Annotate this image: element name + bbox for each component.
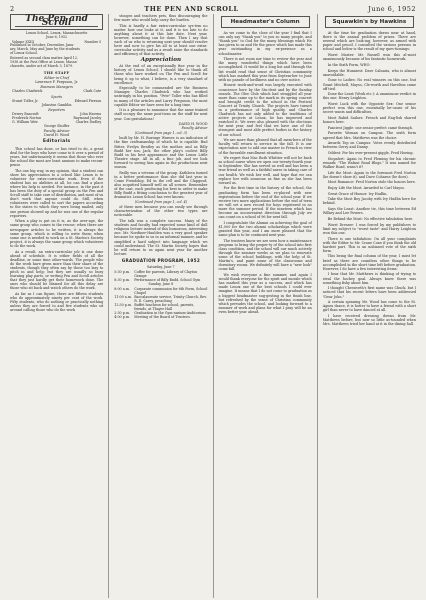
squawkins-paragraph: Awards Top on Campus: Votes evenly distributed between Gerry and Danny. (322, 141, 416, 150)
editorial-continued: stooges and teachers pets, thus discouraging the few more who would help carry the burden. (114, 14, 208, 23)
masthead (10, 14, 103, 30)
program-event: Performance of Billy Budd, School Gym (134, 277, 201, 282)
columns (10, 14, 416, 598)
running-title: THE PEN AND SCROLL (144, 5, 239, 13)
squawkins-paragraph: I thought Chesworth's first name was Chuck, but I noticed that his recent letters have been addressed "Dear John." (322, 286, 416, 299)
program-event: Buffet luncheon for school, parents, friends, at Thayer Hall (134, 302, 195, 311)
squawkins-paragraph: Great Grace of Humor: Ivy Hudlin. (327, 191, 388, 196)
pub-number: Number 5 (84, 40, 102, 44)
staff-name: Edward Pierson (74, 98, 102, 103)
staff-name: George Shoffer (43, 124, 70, 129)
squawkins-paragraph: Be Behind the Most: No effective tabulation here. (327, 216, 414, 221)
program-event: Meeting of the Board of Trustees. (134, 314, 191, 319)
appreciation-paragraph: It is a pleasure to announce that the same trained staff occupy the same posi-tions on the staff for next year. Con-gratulations! (114, 108, 208, 121)
pub-school: Lenox School, Lenox, Massachusetts (25, 31, 88, 36)
headmaster-paragraph: We regret that Mac Ruth Whittier will not be back as school nurse when we open our twenty-fourth year in September. She has served us well and has been a true friend as well as a faithful nurse in taking care of our health. We wish her well, and hope that we can replace her with someone as fine as she has been toward us. (218, 156, 312, 185)
program-item (114, 315, 207, 319)
staff-name: Lawrence F. Ferguson, Jr. (35, 80, 78, 85)
staff-name: Charles Dudley (75, 120, 102, 125)
column-1 (10, 14, 109, 598)
pub-line: ary, March, May and June by the students (10, 47, 80, 51)
staff-name: John Havens (80, 111, 102, 116)
continued-paragraph: of these men because you can easily see through characterization of the other two types are noticeable. (114, 205, 208, 218)
pub-date: June 6, 1952 (46, 35, 68, 40)
staff-name: Stuart Toller, Jr. (12, 98, 39, 103)
pub-line: of Lenox School. (10, 50, 38, 55)
squawkins-paragraph: Worst Dresser: I was forced by my publishers to limit my subject to "worst taste" and Harry Leighton won this one. (322, 222, 416, 235)
continued-label: (Continued from page 1, col. 4) (134, 200, 188, 205)
staff-name-row (12, 89, 101, 93)
headmaster-paragraph: The trustees know we are seen how a maintenance program to bring the proper-ty of the school into first class condition, and the school will our much actively through the summer weeks as we plan to renovate some of the school buildings, with the help of St. Martin's, and paint some of the classrooms and dormitory rooms. We definitely will have a "new look" come fall. (218, 238, 312, 272)
program-time: 11:00 a.m. (114, 294, 132, 299)
staff-role: Faculty Advisor (43, 129, 70, 134)
staff-role: Editor-in-Chief (44, 76, 69, 81)
squawkins-paragraph: Most Rabid Sailors: French and Eng-lish shared honors here. (322, 115, 416, 125)
pub-line: Published in October, December, Janu- (10, 43, 75, 48)
headmaster-paragraph: There is not room nor time to review the year and the many wonderful things which have been accomplished. It would be a long list and through the list would read that sense of Christian community which has marked this year from Septem-ber to June with no parade of lordliness and no over notice. (218, 57, 312, 82)
editorial-paragraph: As far as I can figure, there are fifteen students who do approximately ninety per cent of the work. Fifty students, who do nothing or practically nothing unless they are forced to and five students who sit around calling those who do the work (10, 292, 104, 313)
program-day: Sunday, June 8 (148, 282, 174, 287)
staff-name: Charles Chadwick (12, 89, 43, 94)
staff-name: G. William Weir (12, 120, 39, 125)
running-header (10, 4, 416, 14)
editorial-paragraph: As a result, an extra-curricular job is one done ahead of schedule. It is either fields of all the deadline, or some time other-wards. The people who do the work have given more than their share of the students, though they often say by those too lazy to pitch in and help; but they are usually so busy learning play parts, or writing Pen and Scroll articles that they just hardly get their homework done. The ones who should be blamed for all this delay are those who sit back and watch others do the work. (10, 249, 104, 291)
program-list (114, 265, 207, 319)
staff-name: David H. Wood (44, 133, 70, 138)
headmaster-paragraph: We wish everyone a fine summer, and again I would thank everyone for the spirit and morale which has marked this year as a success, and which has made Lenox one of the best schools I could ever imagine. It means that I do not come to graduation as a biggest headmaster sug-gesting in the finish line, but refreshed by the sense of Christian community which pervades the school, and looking forward to a summer of work and plans for what I pray will be an even better year ahead. (218, 273, 312, 314)
program-item (114, 270, 207, 278)
appreciation-signature-role (114, 126, 207, 130)
running-date: June 6, 1952 (368, 5, 416, 13)
squawkins-paragraph: A certain spinning Mr. Wood has come to the St. Agnes dance, it is hotter to have a friend with a short girl than never to have danced at all. (322, 300, 416, 313)
headmaster-paragraph: We are more than pleased that all mem-bers of the faculty will return to service in the fall. It is our expectation now to add one master in French in view of the favorable enrollment situation. (218, 138, 312, 155)
staff-title: THE STAFF (43, 71, 70, 76)
editorial-paragraph: The one big way, in my opinion, that a student can show his appreciation to a school like Lenox is to volunteer for extra-curricular work. Even if the student has no abilities at all, he can find a place where his help is needed. For instance, in the past it has been the duty of a special group on the Pen and Scroll staff to take care of distribution, and most of us don't work that anyone could do. Still, when volunteers were called to sort the papers according to the states to which they were being mailed, only one person showed up and he was one of the regular reporters. (10, 168, 104, 218)
program-item (114, 287, 207, 295)
editorials-heading: Editorials (42, 139, 71, 145)
column-2 (109, 14, 213, 598)
program-day: Saturday, June 7 (147, 265, 175, 270)
signature-role-text: Faculty Advisor (181, 126, 208, 131)
headmaster-paragraph: Honest work-and-word was largely executed with conscience here by the Stu-dent and by the Sunday rounds. The Glee Club which had struggled all year more than came up to the mark in its spring concert and brought credit to the school in the Festival Concert at Trinity Church. The projects have turned in a performance of high quality, and Charles Chadwick has not only added to the traditions of active projects at Lenox, he has improved and enriched it. We were also pleased with the elections for next year, and feel that we have one of the strongest and most able prefect bodies in the history of our school. (218, 83, 312, 137)
program-item (114, 295, 207, 303)
editorial-paragraph: This school has done, or has tried to do, a great deal for the boys who have come to it over a period of years, but unfortunately it seems that those who ever the school the most are least anxious to make recom-pense. (10, 146, 104, 167)
headmaster-column-heading: Headmaster's Column (221, 16, 310, 28)
squawkins-paragraph: Worst Master: Mr. Russell won this al-most unanimously because of his fantastic homework. (322, 53, 416, 62)
masthead-title: The Pen and Scroll (25, 14, 88, 29)
continued-paragraph: Reilly was a veteran of the group, Kathleen turned in a better performance than she did last year in Come Frendship. Ed in the cell and the Clapgood, also acquitted himself well on all scenes. Remember of the cast, each producing his best in order to make Billy Budd a fitting conclusion to the greatest year of dramatics Lenox School has ever known. (114, 170, 208, 200)
staff-name: Raymond Jacoby (73, 115, 102, 120)
squawkins-column-heading: Squawkin's by Hawkins (325, 16, 414, 28)
program-time: 2:30 p.m. (114, 310, 131, 315)
squawkins-paragraph: This being the final column of the year, I must let brief as there are countless other things to be accomplished in the short time left before graduation. However, I do have a few interesting items: (322, 254, 416, 271)
editorial-paragraph: When a play is put on it is, as the aver-age, the same group who comes to the rescue; when there are newspaper articles to be written, it is always the same group, which is willing to write them; when some one is needed to work on a St. Martin's Society project, it is always the same group which volunteers to do the work. (10, 219, 104, 248)
pub-line: chusetts, under act of March 3, 1879. (10, 64, 74, 69)
appreciation-heading: Appreciation (140, 57, 182, 64)
program-item (114, 303, 207, 311)
continued-label: (Continued from page 1, col. 3) (134, 131, 188, 136)
squawkins-paragraph: There is one tabulation: On all your complaints with the Editor to Mr. Crane Cone if you think the old hardest part. This is an unbiased vote of the sixth form. (322, 236, 416, 253)
squawkins-paragraph: I have received dressing downs from Mr. Matthews before, but now so little as-tounded when Mrs. Matthews tried her hand at it in the dining hall. (322, 314, 416, 327)
headmaster-paragraph: I congratulate the Alumni on achieving the goal of $1,000 for the two alumni scholarships which were granted this year, and I am more pleased that the same plan is to be continued next year. (218, 220, 312, 238)
page-number: 2 (10, 5, 15, 13)
appreciation-paragraph: Especially to be commended are the Business Manager, Charles Chadwick who has worked untiringly in his position. "Pete" Toller who has filled in many of the articles and Larry Ferguson, the most capable Editor we have seen for a long time. (114, 86, 208, 107)
staff-role: Reporters (48, 107, 65, 112)
staff-role: Sports (51, 94, 63, 99)
squawkins-paragraph: I hear that Mr. Matthews is thinking of trying to steal the hockey goal. Always knew there was something fishy about him. (322, 272, 416, 285)
squawkins-paragraph: At the time for graduation draws near at hand, there is the annual problem of prizes. There are several which are look-ing, however, as armed with paper and pencil. I consulted the various persons in school and below is the result of my ques-tionings: (322, 31, 416, 52)
staff-name: Dewey Bancroft (12, 111, 39, 116)
program-item (114, 278, 207, 282)
squawkins-paragraph: Gone to Ladies: No real winners on this one, but Grant Mitchell, Mayos, Cle-worth and Havelton came off tied. (322, 78, 416, 91)
squawkins-paragraph: Favorite Woman on Campus: The sixth form agreed that Mrs. Matthews was the choice. (322, 131, 416, 140)
staff-role: Business Managers (40, 85, 73, 90)
program-time: 12:30 p.m. (114, 302, 133, 307)
headmaster-paragraph: As we come to the close of the year I find that I can only say "thank you" to you so many people, and "thank you" to God for the many blessings which He has given to us and He the grace which has made this year outstanding in my ex-perience as a schoolmaster. (218, 31, 312, 56)
column-3 (214, 14, 318, 598)
squawkins-paragraph: In the Sixth Form, WHO: (327, 62, 371, 67)
appreciation-paragraph: At the end of an exceptionally fine year in the history of Lenox School, I should like to thank all those who have worked on The Pen and Scroll for bring it up to what, I believe, is a very standard of excellence. (114, 64, 208, 85)
staff-name: Johnston Gamblin (41, 102, 72, 107)
squawkins-paragraph: Take the Most Boy Jacoby with Ivy Hudlin here for behind. (322, 197, 416, 206)
squawkins-paragraph: Life the Most: Again to the foremost Fred Norton (he doesn't show it), and Dave Coharne (he does). (322, 170, 416, 179)
program-time: 8:00 a.m. (114, 286, 130, 291)
pub-line: Entered as second class matter April 12, (10, 56, 79, 61)
continued-paragraph: built by Mr. H. Burrage Warner, is an indication of the fine craftsmanship of which he is capable. Bud Ritter, Evelyn Bentley as the mother, and as Billy Budd her son, Jack, the other play's coolest Billy Budd in his best appearance and the Lenox Little Theatre stage. All in all, a fine job, and we look forward to seeing him again in the productions next season. (114, 136, 208, 169)
pub-volume: Volume XXIII (12, 40, 34, 44)
program-time: 8:30 p.m. (114, 277, 131, 282)
pub-line: 1938 at the Post Office at Lenox, Massa- (10, 60, 78, 65)
squawkins-paragraph: Most Romance: Fred Norton stole the honors here. (327, 180, 416, 185)
program-time: 4:00 p.m. (114, 314, 131, 319)
program-heading: GRADUATION PROGRAM, 1952 (121, 257, 201, 263)
squawkins-paragraph: Worst Luck with the Opposite Sex: One senior prefect won this one, essentially be-cause of his secret wants and difficulties. (322, 102, 416, 115)
program-event: Coffee for parents, Library of Clayton Grange (134, 269, 198, 278)
squawkins-paragraph: Oddest: For his ever-present giggle, Fred Hoeing. (327, 150, 414, 155)
squawkins-paragraph: Enjoy Life the Most: Awarded to Carl Mayos. (327, 186, 406, 190)
program-time: 5:30 p.m. (114, 269, 131, 274)
program-event: Corporate communion for 6th Form, School Chapel (134, 286, 208, 295)
editorial-continued: This is hardly a fair extra-curricular sys-tem no matter how one looks at it, and it is too late to do anything about it at this late date. Next year, however, something can be done. Then I say that each of us who is returning next year should resolve here and now to give his all to at least one extra-curricular activity and as a result raise the standards and efficiency of that activity. (114, 23, 208, 57)
continued-paragraph: The talk was a complete success. Many of the students and faculty had expected some kind of dull religious lecture instead of this humorous, interesting one. Mr. Nordiner-Haulden was a very good speaker because he spoke to us in an informal manner, and he simplified a hard subject into language which we could understand. The St. Martin Society hopes that he will return to us again next year for another lecture. (114, 219, 208, 256)
squawkins-paragraph: Says the Least: Another tie, this time between Ed Wilkey and Lee Powers. (322, 207, 416, 216)
headmaster-paragraph: For the first time in the history of the school, the graduating form has been re-placed with new registrations before the end of the school year. If we receive two more applications before the end of term we will set a new record for boys registered in no more the summer period. If the nineteen which has become an inconvenient direction through July we can count on a school of 96 for next fall. (218, 186, 312, 220)
column-4 (318, 14, 416, 598)
program-event: Baccalaureate service, Trinity Church, Rev. R. E. Carey, preaching (134, 294, 207, 303)
staff-name: Frederick Norton (12, 115, 42, 120)
program-event: Graduation in the Gym-nasium-Auditorium (134, 310, 206, 315)
squawkins-paragraph: Fanciest Jiggle: one senior prefect came through. (327, 125, 413, 130)
squawkins-paragraph: Stopalert: Again to Fred Fleming for his chronic remark: "The Walnut Road Blogs." It was named for Walker Road, wasn't it? (322, 156, 416, 169)
squawkins-paragraph: Done the Least (Work etc.): A unanimous verdict in this one: Henry Leighton. (322, 92, 416, 101)
appreciation-signature: DAVID H. WOOD (178, 122, 208, 127)
squawkins-paragraph: Keeps the Hunniest: Dave Calnaiss, who is almost unavoidable. (322, 68, 416, 77)
staff-name: Clark Cate (83, 89, 102, 94)
